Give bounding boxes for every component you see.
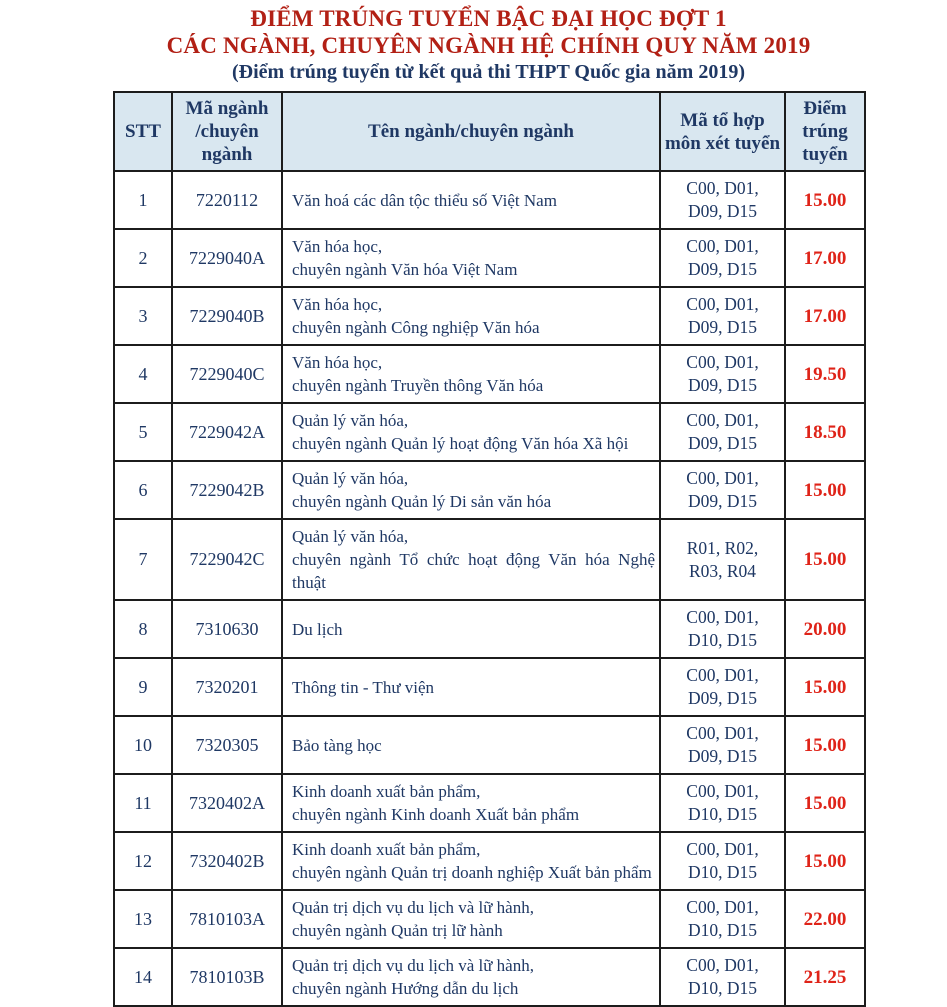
table-row <box>114 229 865 287</box>
cell-score: 20.00 <box>785 600 865 658</box>
cell-major-name <box>282 519 660 600</box>
text-line: C00, D01, <box>686 468 759 488</box>
cell-score: 15.00 <box>785 461 865 519</box>
table-head <box>114 92 865 171</box>
text-line: R03, R04 <box>688 560 757 581</box>
text-line: C00, D01, <box>686 352 759 372</box>
cell-stt: 10 <box>114 716 172 774</box>
text-line: D09, D15 <box>687 317 758 337</box>
page-subtitle: (Điểm trúng tuyển từ kết quả thi THPT Quốc gia năm 2019) <box>232 61 745 83</box>
document-header <box>113 0 864 84</box>
text-line: C00, D01, <box>686 607 759 627</box>
cell-major-code: 7229040B <box>172 287 282 345</box>
text-line: Mã tổ hợp <box>680 109 765 131</box>
text-line: D10, D15 <box>687 862 758 882</box>
cell-major-code: 7229042A <box>172 403 282 461</box>
text-line: Thông tin - Thư viện <box>292 677 435 697</box>
cell-combo <box>660 171 785 229</box>
cell-score: 15.00 <box>785 519 865 600</box>
text-line: Kinh doanh xuất bản phẩm, <box>292 782 481 801</box>
cell-major-code: 7310630 <box>172 600 282 658</box>
text-line: C00, D01, <box>686 410 759 430</box>
text-line: C00, D01, <box>686 839 759 859</box>
text-line: Văn hoá các dân tộc thiểu số Việt Nam <box>292 190 557 210</box>
cell-major-name <box>282 403 660 461</box>
text-line: trúng <box>802 121 848 142</box>
page-title-line1: ĐIỂM TRÚNG TUYỂN BẬC ĐẠI HỌC ĐỢT 1 <box>250 6 727 31</box>
cell-stt: 6 <box>114 461 172 519</box>
table-row <box>114 890 865 948</box>
cell-score: 22.00 <box>785 890 865 948</box>
table-row <box>114 716 865 774</box>
text-line: Điểm <box>803 98 847 119</box>
text-line: C00, D01, <box>686 897 759 917</box>
cell-score: 15.00 <box>785 832 865 890</box>
cell-major-name <box>282 345 660 403</box>
text-line: môn xét tuyển <box>664 132 781 154</box>
col-header-score <box>785 92 865 171</box>
cell-major-code: 7220112 <box>172 171 282 229</box>
text-line: /chuyên <box>195 121 259 142</box>
cell-major-name <box>282 774 660 832</box>
text-line: ngành <box>201 144 253 165</box>
text-line: C00, D01, <box>686 781 759 801</box>
cell-major-code: 7320201 <box>172 658 282 716</box>
cell-score: 17.00 <box>785 287 865 345</box>
table-row <box>114 658 865 716</box>
text-line: Bảo tàng học <box>292 735 382 755</box>
text-line: tuyển <box>802 144 848 165</box>
admissions-table <box>113 91 866 1007</box>
text-line: chuyên ngành Văn hóa Việt Nam <box>292 260 518 279</box>
table-row <box>114 948 865 1006</box>
text-line: Văn hóa học, <box>292 295 383 314</box>
text-line: D09, D15 <box>687 491 758 511</box>
text-line: Kinh doanh xuất bản phẩm, <box>292 840 481 859</box>
table-row <box>114 519 865 600</box>
text-line: C00, D01, <box>686 178 759 198</box>
cell-score: 19.50 <box>785 345 865 403</box>
cell-score: 18.50 <box>785 403 865 461</box>
text-line: chuyên ngành Quản trị lữ hành <box>292 921 503 940</box>
cell-stt: 9 <box>114 658 172 716</box>
cell-combo <box>660 774 785 832</box>
cell-stt: 13 <box>114 890 172 948</box>
cell-score: 21.25 <box>785 948 865 1006</box>
col-header-stt: STT <box>114 92 172 171</box>
text-line: chuyên ngành Tổ chức hoạt động Văn hóa Nghệ thuật <box>292 550 655 592</box>
text-line: Quản lý văn hóa, <box>292 411 409 430</box>
cell-combo <box>660 832 785 890</box>
cell-major-name <box>282 890 660 948</box>
cell-stt: 3 <box>114 287 172 345</box>
cell-combo <box>660 519 785 600</box>
text-line: chuyên ngành Kinh doanh Xuất bản phẩm <box>292 805 580 824</box>
cell-major-name <box>282 229 660 287</box>
text-line: C00, D01, <box>686 236 759 256</box>
cell-major-code: 7320402A <box>172 774 282 832</box>
text-line: Quản trị dịch vụ du lịch và lữ hành, <box>292 956 534 975</box>
text-line: C00, D01, <box>686 294 759 314</box>
text-line: Quản lý văn hóa, <box>292 527 409 546</box>
cell-major-code: 7229042C <box>172 519 282 600</box>
cell-major-code: 7320402B <box>172 832 282 890</box>
text-line: D09, D15 <box>687 201 758 221</box>
cell-major-name <box>282 287 660 345</box>
cell-major-code: 7810103B <box>172 948 282 1006</box>
cell-combo <box>660 716 785 774</box>
cell-combo <box>660 287 785 345</box>
text-line: D09, D15 <box>687 688 758 708</box>
text-line: chuyên ngành Hướng dẫn du lịch <box>292 979 519 998</box>
cell-major-code: 7810103A <box>172 890 282 948</box>
cell-combo <box>660 658 785 716</box>
text-line: chuyên ngành Quản lý hoạt động Văn hóa Xã hội <box>292 434 629 453</box>
document-content <box>113 0 864 1007</box>
text-line: Du lịch <box>292 619 343 639</box>
cell-stt: 1 <box>114 171 172 229</box>
table-row <box>114 832 865 890</box>
cell-score: 15.00 <box>785 774 865 832</box>
text-line: R01, R02, <box>686 537 759 558</box>
cell-stt: 7 <box>114 519 172 600</box>
text-line: Mã ngành <box>185 98 269 119</box>
cell-combo <box>660 600 785 658</box>
cell-major-code: 7229040C <box>172 345 282 403</box>
table-header-row <box>114 92 865 171</box>
cell-combo <box>660 948 785 1006</box>
text-line: C00, D01, <box>686 723 759 743</box>
cell-stt: 5 <box>114 403 172 461</box>
cell-score: 15.00 <box>785 716 865 774</box>
cell-major-name <box>282 658 660 716</box>
cell-score: 15.00 <box>785 171 865 229</box>
page-title-line2: CÁC NGÀNH, CHUYÊN NGÀNH HỆ CHÍNH QUY NĂM 2019 <box>166 33 811 58</box>
text-line: Quản lý văn hóa, <box>292 469 409 488</box>
text-line: chuyên ngành Quản trị doanh nghiệp Xuất bản phẩm <box>292 863 652 882</box>
cell-major-name <box>282 461 660 519</box>
cell-major-name <box>282 716 660 774</box>
cell-stt: 8 <box>114 600 172 658</box>
text-line: D09, D15 <box>687 375 758 395</box>
cell-combo <box>660 461 785 519</box>
cell-score: 15.00 <box>785 658 865 716</box>
cell-stt: 2 <box>114 229 172 287</box>
table-row <box>114 345 865 403</box>
col-header-combo <box>660 92 785 171</box>
text-line: chuyên ngành Công nghiệp Văn hóa <box>292 318 540 337</box>
text-line: D10, D15 <box>687 920 758 940</box>
cell-stt: 14 <box>114 948 172 1006</box>
cell-major-name <box>282 171 660 229</box>
cell-major-name <box>282 600 660 658</box>
text-line: D09, D15 <box>687 746 758 766</box>
text-line: D10, D15 <box>687 804 758 824</box>
text-line: Văn hóa học, <box>292 237 383 256</box>
cell-major-code: 7320305 <box>172 716 282 774</box>
text-line: Văn hóa học, <box>292 353 383 372</box>
table-row <box>114 287 865 345</box>
cell-stt: 12 <box>114 832 172 890</box>
col-header-major-code <box>172 92 282 171</box>
text-line: chuyên ngành Truyền thông Văn hóa <box>292 376 544 395</box>
cell-combo <box>660 890 785 948</box>
cell-combo <box>660 403 785 461</box>
col-header-major-name: Tên ngành/chuyên ngành <box>282 92 660 171</box>
cell-major-name <box>282 948 660 1006</box>
cell-major-name <box>282 832 660 890</box>
text-line: D09, D15 <box>687 433 758 453</box>
table-row <box>114 774 865 832</box>
text-line: chuyên ngành Quản lý Di sản văn hóa <box>292 492 552 511</box>
cell-combo <box>660 229 785 287</box>
table-body <box>114 171 865 1006</box>
cell-score: 17.00 <box>785 229 865 287</box>
cell-stt: 11 <box>114 774 172 832</box>
text-line: C00, D01, <box>686 955 759 975</box>
table-row <box>114 403 865 461</box>
cell-major-code: 7229040A <box>172 229 282 287</box>
cell-combo <box>660 345 785 403</box>
table-row <box>114 461 865 519</box>
text-line: Quản trị dịch vụ du lịch và lữ hành, <box>292 898 534 917</box>
text-line: D10, D15 <box>687 978 758 998</box>
text-line: D09, D15 <box>687 259 758 279</box>
cell-stt: 4 <box>114 345 172 403</box>
table-row <box>114 600 865 658</box>
cell-major-code: 7229042B <box>172 461 282 519</box>
text-line: C00, D01, <box>686 665 759 685</box>
table-row <box>114 171 865 229</box>
text-line: D10, D15 <box>687 630 758 650</box>
